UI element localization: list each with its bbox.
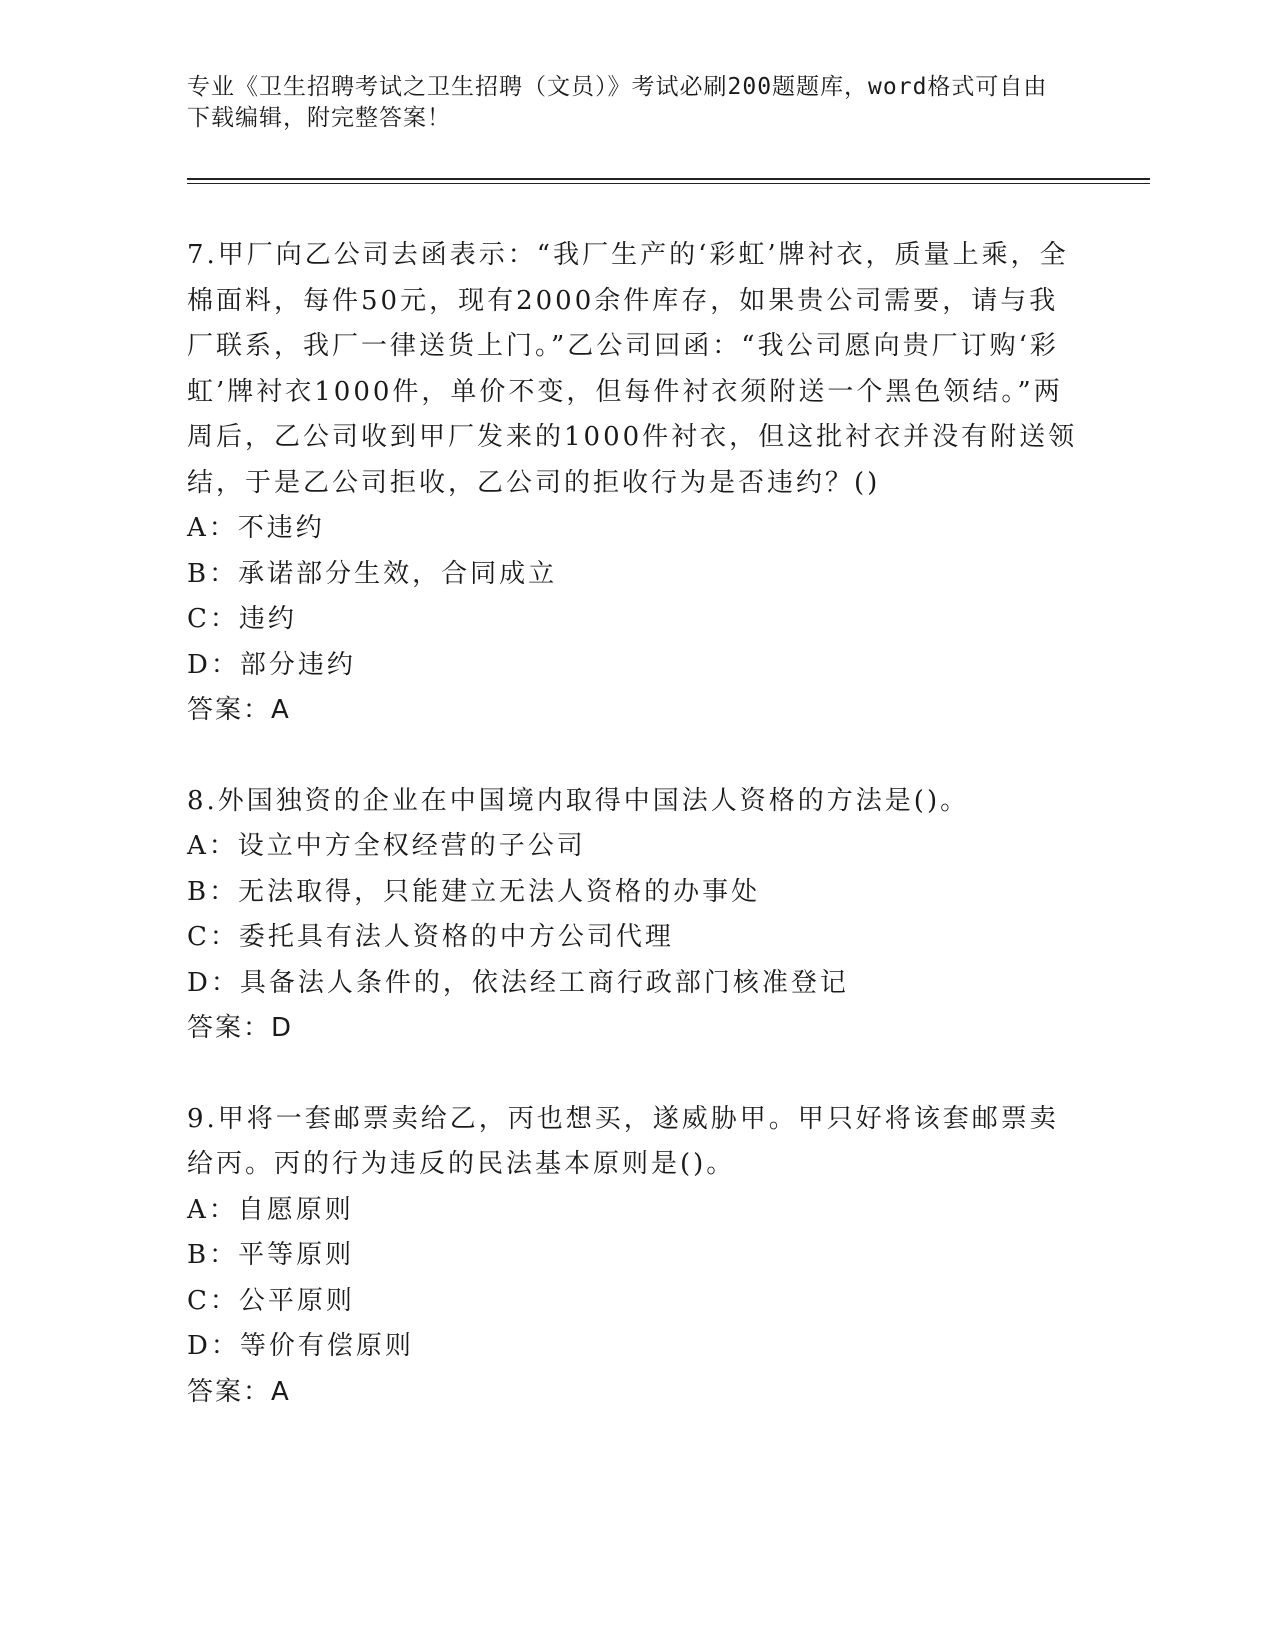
option-c: C：公平原则 <box>187 1285 355 1316</box>
question-8 <box>187 779 1087 1052</box>
document-page <box>187 0 1147 1650</box>
option-b: B：承诺部分生效，合同成立 <box>187 558 558 589</box>
question-9 <box>187 1097 1087 1416</box>
option-a: A：不违约 <box>187 513 325 543</box>
answer-label: 答案：D <box>187 1013 294 1043</box>
header-divider-thin <box>187 183 1150 184</box>
option-b: B：平等原则 <box>187 1240 355 1270</box>
header-divider-thick <box>187 178 1150 180</box>
option-d: D：等价有偿原则 <box>187 1331 414 1361</box>
question-7 <box>187 233 1087 734</box>
option-c: C：违约 <box>187 604 297 634</box>
question-list <box>187 233 1087 1460</box>
option-d: D：具备法人条件的，依法经工商行政部门核准登记 <box>187 967 849 998</box>
question-stem: 9.甲将一套邮票卖给乙，丙也想买，遂威胁甲。甲只好将该套邮票卖给丙。丙的行为违反的民法基本原则是()。 <box>187 1103 1059 1179</box>
answer-label: 答案：A <box>187 695 291 725</box>
option-c: C：委托具有法人资格的中方公司代理 <box>187 922 674 952</box>
option-a: A：自愿原则 <box>187 1194 354 1225</box>
option-b: B：无法取得，只能建立无法人资格的办事处 <box>187 876 761 907</box>
header-text: 专业《卫生招聘考试之卫生招聘（文员）》考试必刷200题题库，word格式可自由下载编辑，附完整答案！ <box>187 74 1048 131</box>
answer-label: 答案：A <box>187 1376 291 1407</box>
question-stem: 7.甲厂向乙公司去函表示：“我厂生产的‘彩虹’牌衬衣，质量上乘，全棉面料，每件50元，现有2000余件库存，如果贵公司需要，请与我厂联系，我厂一律送货上门。”乙公司回函：“我公司愿向贵厂订购‘彩虹’牌衬衣1000件，单价不变，但每件衬衣须附送一个黑色领结。”两周后，乙公司收到甲厂发来的1000件衬衣，但这批衬衣并没有附送领结，于是乙公司拒收，乙公司的拒收行为是否违约？() <box>187 240 1078 498</box>
option-d: D：部分违约 <box>187 649 356 680</box>
option-a: A：设立中方全权经营的子公司 <box>187 831 586 861</box>
question-stem: 8.外国独资的企业在中国境内取得中国法人资格的方法是()。 <box>187 785 970 816</box>
